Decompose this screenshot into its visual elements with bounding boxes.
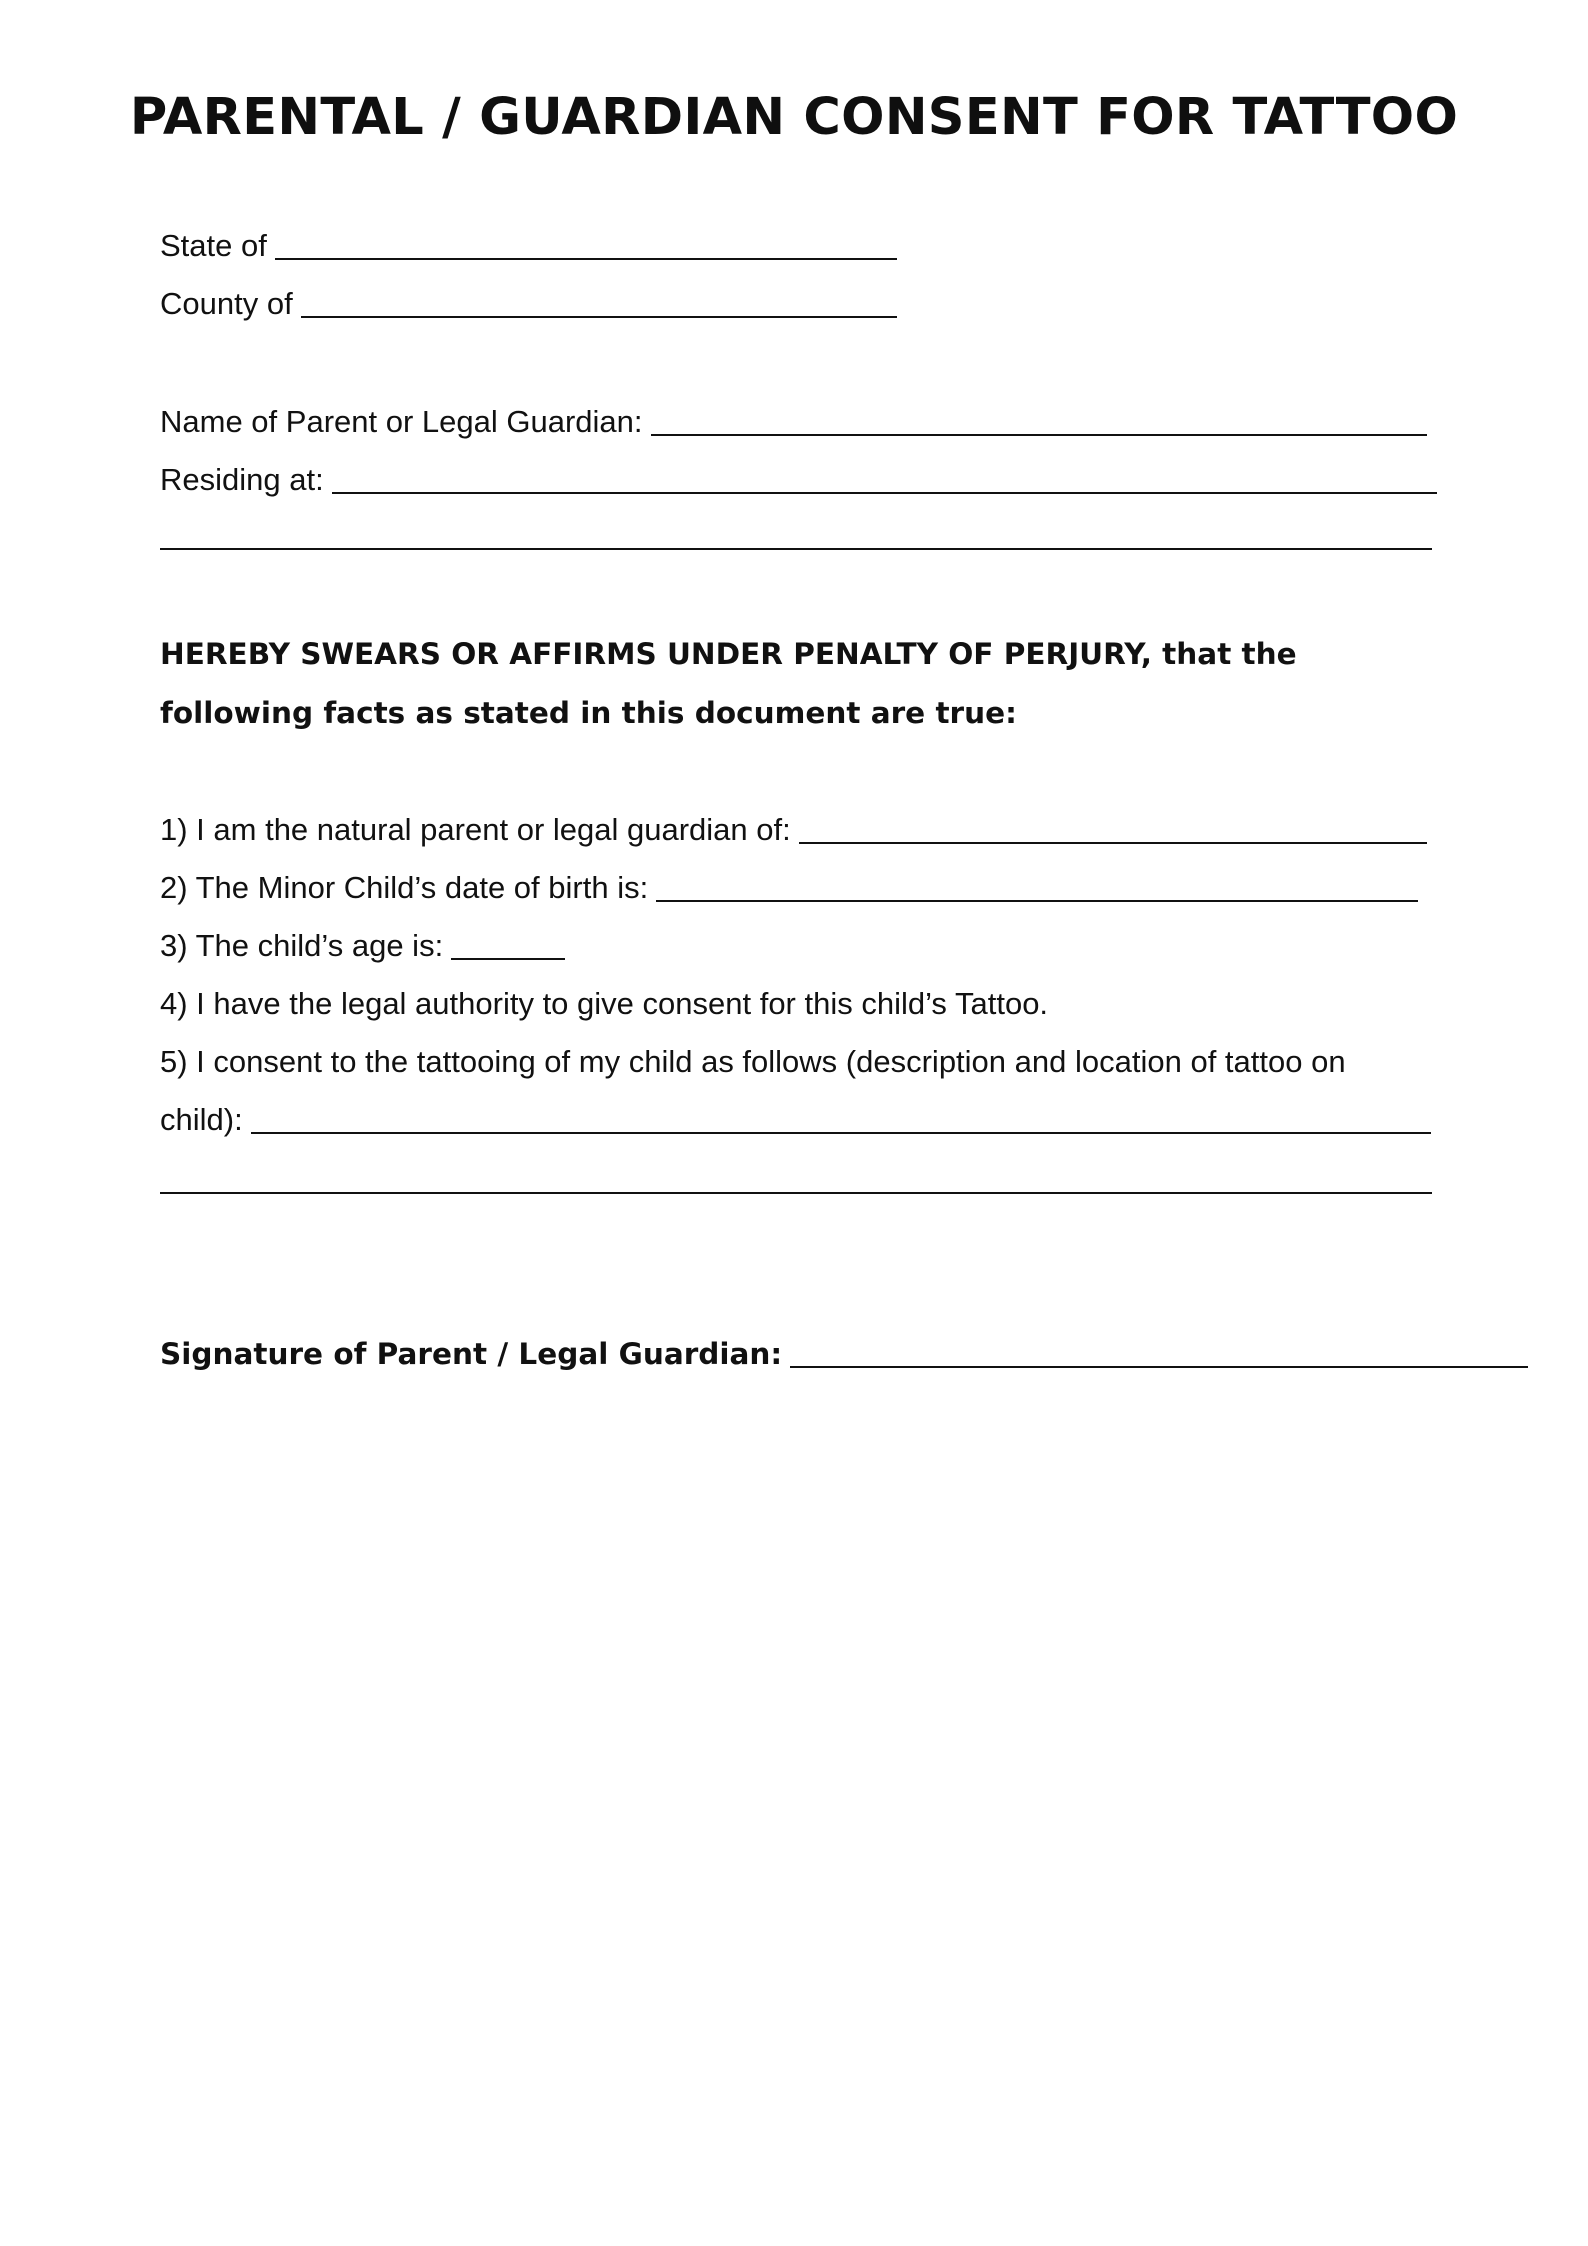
item-1-label: 1) I am the natural parent or legal guardian of:	[160, 812, 791, 847]
item-2-row	[160, 864, 1418, 908]
child-age-field[interactable]	[451, 928, 565, 960]
item-3-label: 3) The child’s age is:	[160, 928, 444, 963]
parent-name-label: Name of Parent or Legal Guardian:	[160, 404, 643, 439]
form-title: PARENTAL / GUARDIAN CONSENT FOR TATTOO	[129, 88, 1459, 147]
residing-row	[160, 456, 1437, 500]
state-field[interactable]	[275, 228, 897, 260]
item-4-text: 4) I have the legal authority to give consent for this child’s Tattoo.	[160, 986, 1049, 1021]
item-5-cont-label: child):	[160, 1102, 243, 1137]
parent-name-field[interactable]	[651, 404, 1427, 436]
affirmation-statement: HEREBY SWEARS OR AFFIRMS UNDER PENALTY OF PERJURY, that the following facts as stated in this document are true:	[160, 637, 1297, 730]
state-label: State of	[160, 228, 267, 263]
item-5-text: 5) I consent to the tattooing of my child as follows (description and location of tattoo on	[160, 1044, 1346, 1079]
residing-field-continued[interactable]	[160, 548, 1432, 550]
item-2-label: 2) The Minor Child’s date of birth is:	[160, 870, 649, 905]
signature-field[interactable]	[790, 1336, 1528, 1368]
residing-field[interactable]	[332, 462, 1437, 494]
county-row	[160, 280, 897, 324]
residing-label: Residing at:	[160, 462, 324, 497]
parent-name-row	[160, 398, 1427, 442]
child-dob-field[interactable]	[656, 870, 1418, 902]
tattoo-description-field[interactable]	[251, 1102, 1431, 1134]
signature-label: Signature of Parent / Legal Guardian:	[160, 1337, 783, 1371]
state-row	[160, 222, 897, 266]
item-3-row	[160, 922, 565, 966]
item-1-row	[160, 806, 1427, 850]
child-name-field[interactable]	[799, 812, 1427, 844]
item-5-cont-row	[160, 1096, 1431, 1140]
signature-row	[160, 1330, 1528, 1374]
tattoo-description-field-continued[interactable]	[160, 1192, 1432, 1194]
county-field[interactable]	[301, 286, 897, 318]
county-label: County of	[160, 286, 293, 321]
